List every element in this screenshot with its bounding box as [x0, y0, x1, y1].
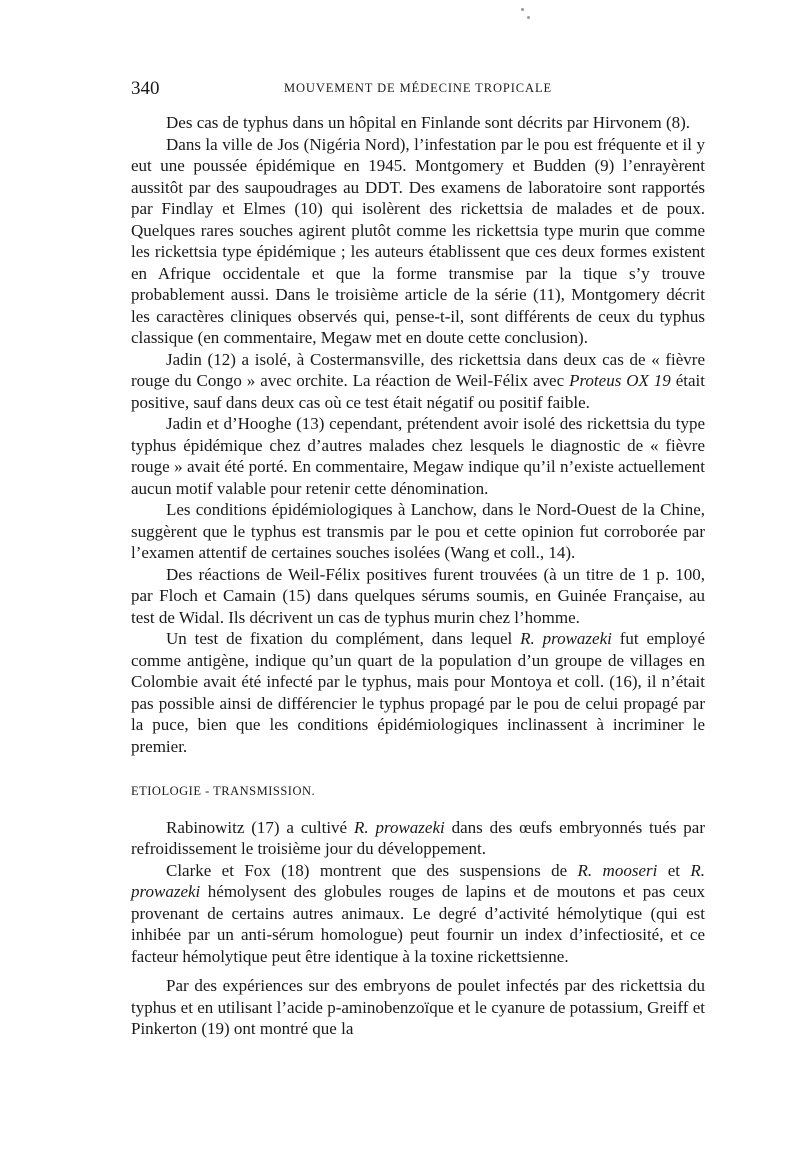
scan-speck [521, 8, 524, 11]
text-run: Des cas de typhus dans un hôpital en Finlande sont décrits par Hirvonem (8). [166, 113, 691, 132]
text-run: Jadin (12) a isolé, à Costermansville, des rickettsia dans deux cas de « fièvre rouge du Congo » avec orchite. La réaction de Weil-Félix avec [131, 349, 705, 390]
paragraph [131, 860, 705, 968]
paragraphs-before [131, 112, 705, 757]
italic-term: R. mooseri [577, 860, 658, 880]
body-text [131, 112, 705, 1040]
text-run: dans des œufs embryonnés tués par refroidissement le troisième jour du développement. [131, 817, 706, 858]
scan-speck [527, 16, 530, 19]
paragraph [131, 564, 705, 629]
italic-term: Proteus OX 19 [569, 371, 671, 390]
text-run: Des réactions de Weil-Félix positives furent trouvées (à un titre de 1 p. 100, par Floch et Camain (15) dans quelques sérums soumis, en Guinée Française, au test de Widal. Ils décrivent un cas de typhus murin chez l’homme. [131, 564, 705, 627]
paragraph [131, 817, 705, 860]
text-run: Jadin et d’Hooghe (13) cependant, prétendent avoir isolé des rickettsia du type typhus épidémique chez d’autres malades chez lesquels le diagnostic de « fièvre rouge » avait été porté. En commentaire, Megaw indique qu’il n’existe actuellement aucun motif valable pour retenir cette dénomination. [131, 414, 705, 498]
section-heading: ETIOLOGIE - TRANSMISSION. [131, 784, 316, 798]
italic-term: R. prowazeki [520, 629, 612, 648]
text-run: et [657, 860, 691, 880]
paragraphs-after [131, 817, 705, 1040]
text-run: Clarke et Fox (18) montrent que des suspensions de [166, 860, 578, 880]
running-title: MOUVEMENT DE MÉDECINE TROPICALE [283, 81, 553, 95]
text-run: Par des expériences sur des embryons de poulet infectés par des rickettsia du typhus et en utilisant l’acide p-aminobenzoïque et le cyanure de potassium, Greiff et Pinkerton (19) ont montré que la [131, 976, 705, 1038]
paragraph [131, 975, 705, 1040]
page-number: 340 [131, 78, 160, 99]
italic-term: R. prowazeki [353, 817, 445, 837]
page-header [131, 78, 705, 100]
text-run: fut employé comme antigène, indique qu’un quart de la population d’un groupe de villages en Colombie avait été infecté par le typhus, mais pour Montoya et coll. (16), il n’était pas possible ainsi de différencier le typhus propagé par le pou de celui propagé par la puce, bien que les conditions épidémiologiques inclinassent à incriminer le premier. [131, 629, 706, 756]
text-run: Un test de fixation du complément, dans lequel [166, 629, 521, 648]
italic-term: R. prowazeki [131, 860, 705, 901]
text-run: Dans la ville de Jos (Nigéria Nord), l’infestation par le pou est fréquente et il y eut une poussée épidémique en 1945. Montgomery et Budden (9) l’enrayèrent aussitôt par des saupoudrages au DDT. Des examens de laboratoire sont rapportés par Findlay et Elmes (10) qui isolèrent des rickettsia de malades et de poux. Quelques rares souches agirent plutôt comme les rickettsia type murin que comme les rickettsia type épidémique ; les auteurs établissent que ces deux formes existent en Afrique occidentale et que la forme transmise par la tique s’y trouve probablement aussi. Dans le troisième article de la série (11), Montgomery décrit les caractères cliniques observés qui, pense-t-il, sont différents de ceux du typhus classique (en commentaire, Megaw met en doute cette conclusion). [131, 134, 705, 347]
text-run: Les conditions épidémiologiques à Lanchow, dans le Nord-Ouest de la Chine, suggèrent que le typhus est transmis par le pou et cette opinion fut corroborée par l’examen attentif de certaines souches isolées (Wang et coll., 14). [131, 500, 705, 562]
paragraph [131, 349, 705, 414]
paragraph [131, 628, 705, 757]
paragraph [131, 134, 705, 349]
paragraph [131, 499, 705, 564]
text-run: hémolysent des globules rouges de lapins et de moutons et pas ceux provenant de certains autres animaux. Le degré d’activité hémolytique (qui est inhibée par un anti-sérum homologue) peut fournir un index d’infectiosité, et ce facteur hémolytique peut être identique à la toxine rickettsienne. [131, 882, 705, 966]
text-run: Rabinowitz (17) a cultivé [166, 817, 354, 837]
text-run: était positive, sauf dans deux cas où ce test était négatif ou positif faible. [131, 371, 705, 412]
paragraph [131, 112, 705, 134]
paragraph [131, 413, 705, 499]
